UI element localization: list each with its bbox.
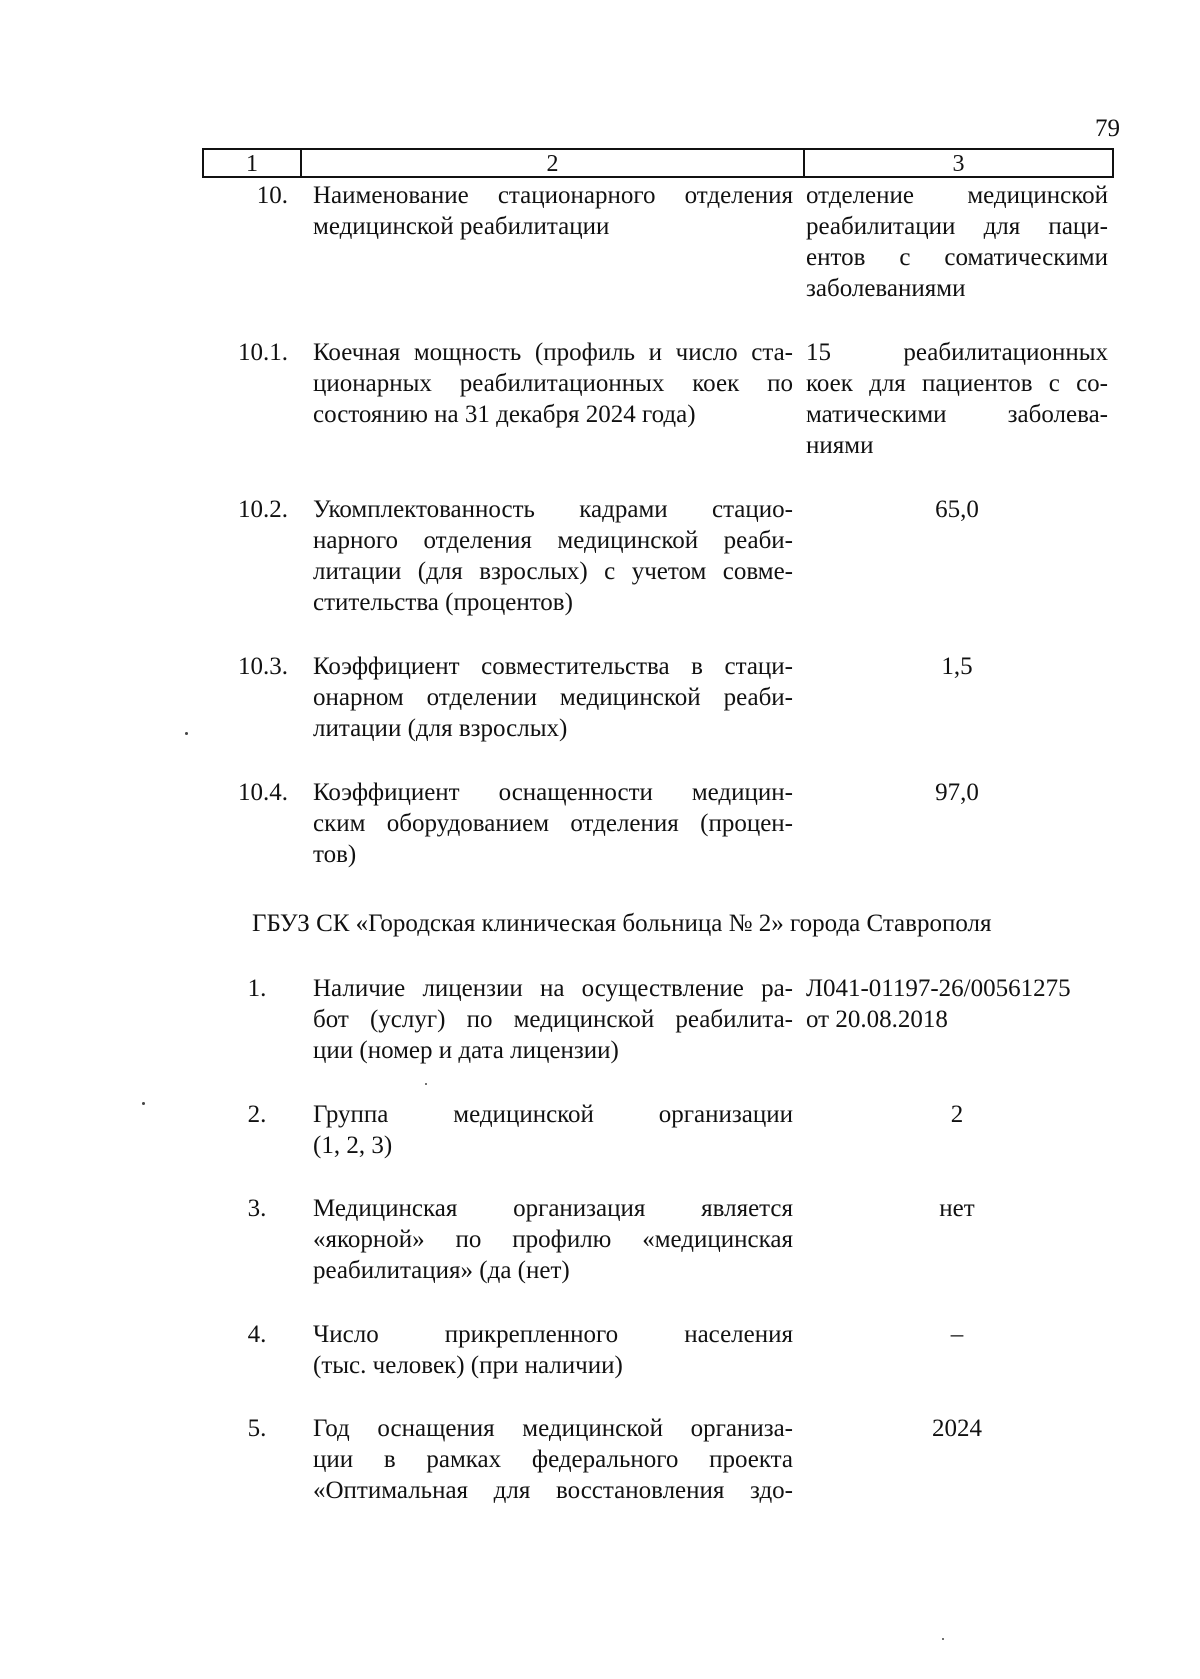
description-line: Медицинская организация является xyxy=(313,1195,793,1222)
row-description xyxy=(313,1319,793,1381)
row-number: 1. xyxy=(247,975,267,1002)
value-line: отделение медицинской xyxy=(806,182,1108,209)
description-line: стительства (процентов) xyxy=(313,589,573,616)
description-line: ции (номер и дата лицензии) xyxy=(313,1037,619,1064)
value-line: 15 реабилитационных xyxy=(806,339,1108,366)
scan-speck xyxy=(942,1638,944,1640)
row-description xyxy=(313,180,793,242)
description-line: Наличие лицензии на осуществление ра- xyxy=(313,975,793,1002)
description-line: тов) xyxy=(313,841,357,868)
row-number: 10.3. xyxy=(238,653,288,680)
description-line: Число прикрепленного населения xyxy=(313,1321,793,1348)
row-value: 2024 xyxy=(932,1415,982,1442)
description-line: ским оборудованием отделения (процен- xyxy=(313,810,793,837)
table-header-row xyxy=(202,148,1114,178)
row-value: 1,5 xyxy=(941,653,973,680)
table-header-col-3: 3 xyxy=(952,151,965,177)
description-line: бот (услуг) по медицинской реабилита- xyxy=(313,1006,793,1033)
value-line: Л041-01197-26/00561275 xyxy=(806,975,1071,1002)
description-line: Укомплектованность кадрами стацио- xyxy=(313,496,793,523)
description-line: «якорной» по профилю «медицинская xyxy=(313,1226,793,1253)
table-header-col-2: 2 xyxy=(302,150,805,176)
value-line: ентов с соматическими xyxy=(806,244,1108,271)
row-description xyxy=(313,777,793,870)
row-description xyxy=(313,1099,793,1161)
row-value: – xyxy=(950,1321,964,1348)
row-description xyxy=(313,494,793,618)
description-line: медицинской реабилитации xyxy=(313,213,610,240)
description-line: реабилитация» (да (нет) xyxy=(313,1257,570,1284)
value-line: ниями xyxy=(806,432,874,459)
row-number: 10. xyxy=(256,182,288,209)
scan-speck xyxy=(142,1102,145,1105)
row-description xyxy=(313,337,793,430)
description-line: (тыс. человек) (при наличии) xyxy=(313,1352,623,1379)
row-value xyxy=(806,337,1108,461)
scan-speck xyxy=(425,1083,427,1085)
value-line: от 20.08.2018 xyxy=(806,1006,948,1033)
row-description xyxy=(313,1413,793,1506)
description-line: ции в рамках федерального проекта xyxy=(313,1446,793,1473)
description-line: (1, 2, 3) xyxy=(313,1132,393,1159)
value-line: заболеваниями xyxy=(806,275,966,302)
description-line: онарном отделении медицинской реаби- xyxy=(313,684,793,711)
row-number: 5. xyxy=(247,1415,267,1442)
description-line: Коечная мощность (профиль и число ста- xyxy=(313,339,793,366)
value-line: коек для пациентов с со- xyxy=(806,370,1108,397)
scan-speck xyxy=(185,732,188,735)
row-number: 3. xyxy=(247,1195,267,1222)
row-description xyxy=(313,651,793,744)
description-line: Коэффициент оснащенности медицин- xyxy=(313,779,793,806)
section-title: ГБУЗ СК «Городская клиническая больница № 2» города Ставрополя xyxy=(252,910,992,937)
table-header-col-1: 1 xyxy=(204,150,302,176)
row-value: 65,0 xyxy=(935,496,979,523)
row-number: 4. xyxy=(247,1321,267,1348)
description-line: ционарных реабилитационных коек по xyxy=(313,370,793,397)
value-line: матическими заболева- xyxy=(806,401,1108,428)
description-line: Коэффициент совместительства в стаци- xyxy=(313,653,793,680)
row-description xyxy=(313,1193,793,1286)
description-line: «Оптимальная для восстановления здо- xyxy=(313,1477,793,1504)
description-line: состоянию на 31 декабря 2024 года) xyxy=(313,401,696,428)
row-number: 10.2. xyxy=(238,496,288,523)
page-number: 79 xyxy=(1095,115,1120,142)
description-line: нарного отделения медицинской реаби- xyxy=(313,527,793,554)
row-number: 2. xyxy=(247,1101,267,1128)
value-line: реабилитации для паци- xyxy=(806,213,1108,240)
description-line: литации (для взрослых) с учетом совме- xyxy=(313,558,793,585)
description-line: Наименование стационарного отделения xyxy=(313,182,793,209)
row-number: 10.1. xyxy=(238,339,288,366)
description-line: литации (для взрослых) xyxy=(313,715,568,742)
description-line: Год оснащения медицинской организа- xyxy=(313,1415,793,1442)
row-value xyxy=(806,973,1108,1035)
row-value xyxy=(806,180,1108,304)
row-description xyxy=(313,973,793,1066)
description-line: Группа медицинской организации xyxy=(313,1101,793,1128)
row-value: 97,0 xyxy=(935,779,979,806)
row-value: нет xyxy=(939,1195,975,1222)
row-value: 2 xyxy=(950,1101,964,1128)
row-number: 10.4. xyxy=(238,779,288,806)
